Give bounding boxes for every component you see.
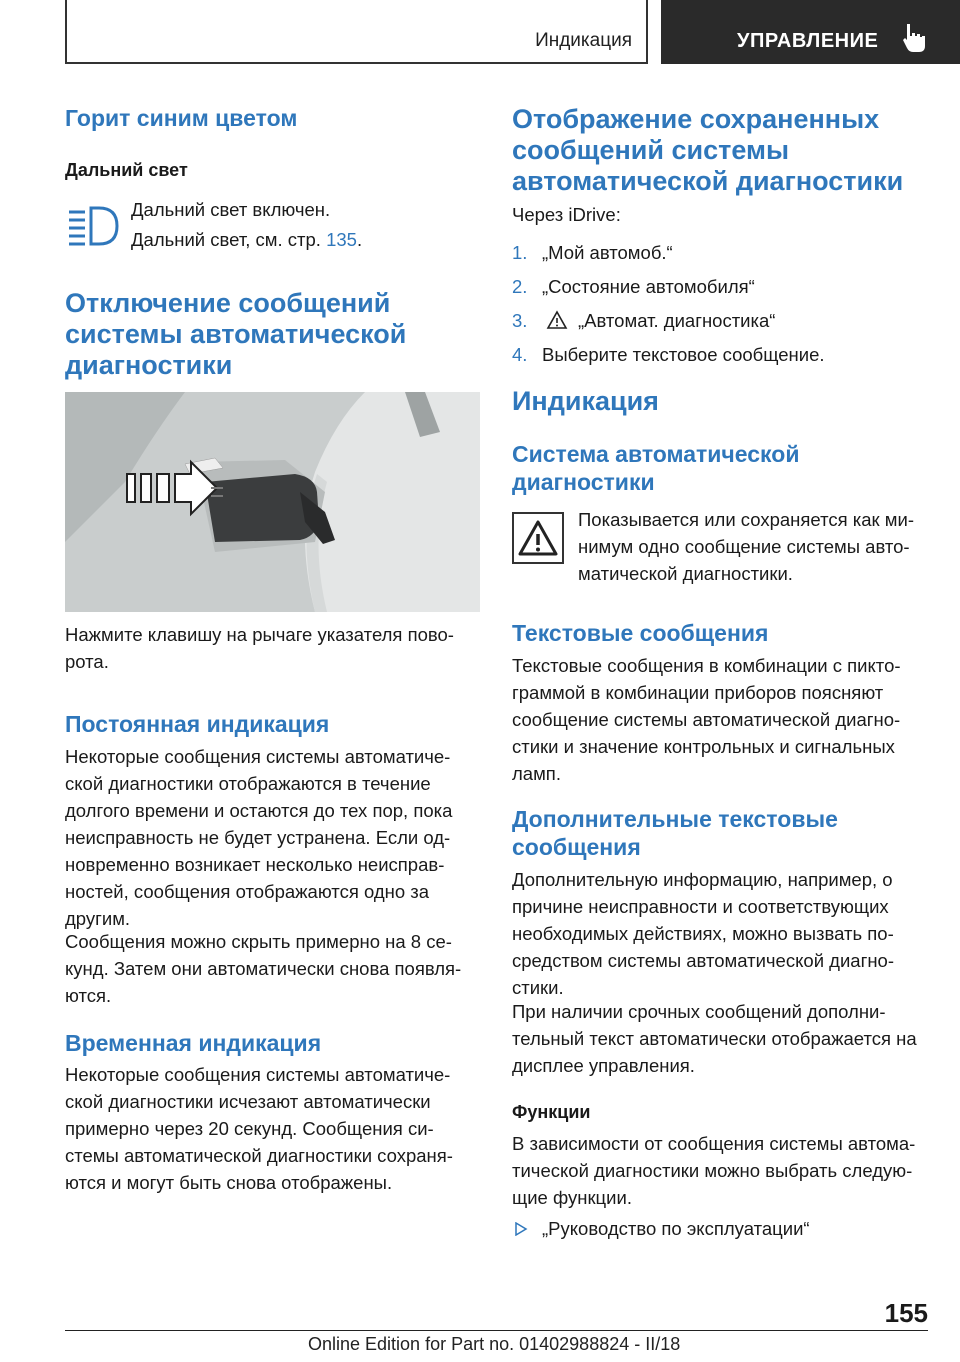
permanent-paragraph bbox=[65, 743, 452, 932]
owner-manual-function[interactable]: „Руководство по эксплуатации“ bbox=[542, 1218, 810, 1239]
turn-signal-lever-illustration bbox=[65, 392, 480, 612]
via-idrive-text: Через iDrive: bbox=[512, 204, 621, 225]
press-button-text bbox=[65, 621, 454, 675]
text-messages-line: Текстовые сообщения в комбинации с пикто- bbox=[512, 655, 901, 676]
press-line2: рота. bbox=[65, 651, 109, 672]
temporary-paragraph bbox=[65, 1061, 453, 1196]
temporary-line: Некоторые сообщения системы автоматиче- bbox=[65, 1064, 451, 1085]
text-messages-line: стики и значение контрольных и сигнальных bbox=[512, 736, 895, 757]
header-section-box bbox=[65, 0, 648, 64]
urgent-line: тельный текст автоматически отображается на bbox=[512, 1028, 917, 1049]
list-item bbox=[512, 270, 928, 304]
heading-display: Индикация bbox=[512, 386, 659, 416]
high-beam-ref-prefix: Дальний свет, см. стр. bbox=[131, 229, 327, 250]
header-section-title: Индикация bbox=[535, 30, 632, 51]
pointing-hand-icon bbox=[901, 22, 931, 56]
functions-paragraph bbox=[512, 1130, 915, 1211]
step-number: 1. bbox=[512, 242, 528, 263]
list-item bbox=[512, 236, 928, 270]
bullet-triangle-icon bbox=[514, 1222, 528, 1236]
heading-auto-diagnosis-system bbox=[512, 440, 799, 496]
high-beam-ref-suffix: . bbox=[356, 229, 363, 250]
lever-drawing bbox=[65, 392, 480, 612]
heading-disable-line1: Отключение сообщений bbox=[65, 288, 391, 318]
extra-line: Дополнительную информацию, например, о bbox=[512, 869, 893, 890]
permanent-line: долгого времени и остаются до тех пор, пока bbox=[65, 800, 453, 821]
menu-path-my-vehicle[interactable]: „Мой автомоб.“ bbox=[542, 242, 673, 263]
hide-line: кунд. Затем они автоматически снова появля- bbox=[65, 958, 462, 979]
heading-stored-line1: Отображение сохраненных bbox=[512, 104, 880, 134]
step-number: 3. bbox=[512, 310, 528, 331]
warning-triangle-icon bbox=[514, 514, 562, 562]
temporary-line: ской диагностики исчезают автоматически bbox=[65, 1091, 431, 1112]
functions-line: тической диагностики можно выбрать следую- bbox=[512, 1160, 913, 1181]
hide-paragraph bbox=[65, 928, 461, 1009]
heading-disable-messages bbox=[65, 288, 406, 381]
hide-line: ются. bbox=[65, 985, 112, 1006]
heading-extra-text-messages bbox=[512, 805, 838, 861]
step-number: 2. bbox=[512, 276, 528, 297]
high-beam-on-text: Дальний свет включен. bbox=[131, 199, 331, 220]
heading-permanent-display: Постоянная индикация bbox=[65, 711, 330, 737]
extra-line: средством системы автоматической диагно- bbox=[512, 950, 894, 971]
heading-blue-glow: Горит синим цветом bbox=[65, 105, 298, 131]
heading-stored-line2: сообщений системы bbox=[512, 135, 790, 165]
extra-line: стики. bbox=[512, 977, 564, 998]
extra-paragraph bbox=[512, 866, 894, 1001]
hide-line: Сообщения можно скрыть примерно на 8 се- bbox=[65, 931, 452, 952]
extra-line: причине неисправности и соответствующих bbox=[512, 896, 889, 917]
temporary-line: стемы автоматической диагностики сохраня- bbox=[65, 1145, 453, 1166]
functions-line: В зависимости от сообщения системы автома- bbox=[512, 1133, 916, 1154]
urgent-line: При наличии срочных сообщений дополни- bbox=[512, 1001, 886, 1022]
extra-line: необходимых действиях, можно вызвать по- bbox=[512, 923, 894, 944]
heading-disable-line3: диагностики bbox=[65, 350, 233, 380]
heading-system-line2: диагностики bbox=[512, 469, 655, 495]
press-line1: Нажмите клавишу на рычаге указателя пово- bbox=[65, 624, 454, 645]
warning-symbol-box bbox=[512, 512, 564, 564]
footer-edition: Online Edition for Part no. 01402988824 - II/18 bbox=[308, 1334, 681, 1354]
list-item bbox=[512, 304, 928, 338]
heading-system-line1: Система автоматической bbox=[512, 441, 800, 467]
permanent-line: ской диагностики отображаются в течение bbox=[65, 773, 431, 794]
step-number: 4. bbox=[512, 344, 528, 365]
text-messages-line: сообщение системы автоматической диагно- bbox=[512, 709, 901, 730]
temporary-line: примерно через 20 секунд. Сообщения си- bbox=[65, 1118, 434, 1139]
urgent-paragraph bbox=[512, 998, 917, 1079]
text-messages-paragraph bbox=[512, 652, 901, 787]
warning-triangle-icon bbox=[546, 310, 568, 330]
heading-stored-messages bbox=[512, 104, 903, 197]
urgent-line: дисплее управления. bbox=[512, 1055, 695, 1076]
system-line: матической диагностики. bbox=[578, 563, 793, 584]
page-number: 155 bbox=[884, 1298, 928, 1328]
text-messages-line: ламп. bbox=[512, 763, 561, 784]
heading-high-beam: Дальний свет bbox=[65, 160, 188, 180]
heading-extra-line2: сообщения bbox=[512, 834, 641, 860]
footer-divider bbox=[65, 1330, 928, 1331]
system-line: нимум одно сообщение системы авто- bbox=[578, 536, 910, 557]
list-item bbox=[512, 338, 928, 372]
temporary-line: ются и могут быть снова отображены. bbox=[65, 1172, 393, 1193]
page-link-135[interactable]: 135 bbox=[326, 229, 357, 250]
high-beam-ref-text bbox=[131, 226, 362, 253]
system-paragraph bbox=[578, 506, 914, 587]
heading-extra-line1: Дополнительные текстовые bbox=[512, 806, 838, 832]
header-chapter-tab bbox=[661, 0, 960, 64]
header-chapter-title: УПРАВЛЕНИЕ bbox=[737, 30, 879, 52]
system-line: Показывается или сохраняется как ми- bbox=[578, 509, 914, 530]
text-messages-line: граммой в комбинации приборов поясняют bbox=[512, 682, 884, 703]
permanent-line: ностей, сообщения отображаются одно за bbox=[65, 881, 430, 902]
permanent-line: Некоторые сообщения системы автоматиче- bbox=[65, 746, 451, 767]
permanent-line: другим. bbox=[65, 908, 131, 929]
heading-temporary-display: Временная индикация bbox=[65, 1030, 322, 1056]
heading-disable-line2: системы автоматической bbox=[65, 319, 407, 349]
select-text-message-step: Выберите текстовое сообщение. bbox=[542, 344, 825, 365]
idrive-steps-list bbox=[512, 236, 928, 372]
permanent-line: новременно возникает несколько неисправ- bbox=[65, 854, 445, 875]
heading-stored-line3: автоматической диагностики bbox=[512, 166, 904, 196]
heading-functions: Функции bbox=[512, 1102, 591, 1122]
menu-path-vehicle-status[interactable]: „Состояние автомобиля“ bbox=[542, 276, 755, 297]
high-beam-icon bbox=[65, 204, 125, 248]
permanent-line: неисправность не будет устранена. Если од- bbox=[65, 827, 451, 848]
functions-line: щие функции. bbox=[512, 1187, 632, 1208]
menu-path-auto-diagnosis[interactable]: „Автомат. диагностика“ bbox=[578, 310, 776, 331]
heading-text-messages: Текстовые сообщения bbox=[512, 620, 769, 646]
